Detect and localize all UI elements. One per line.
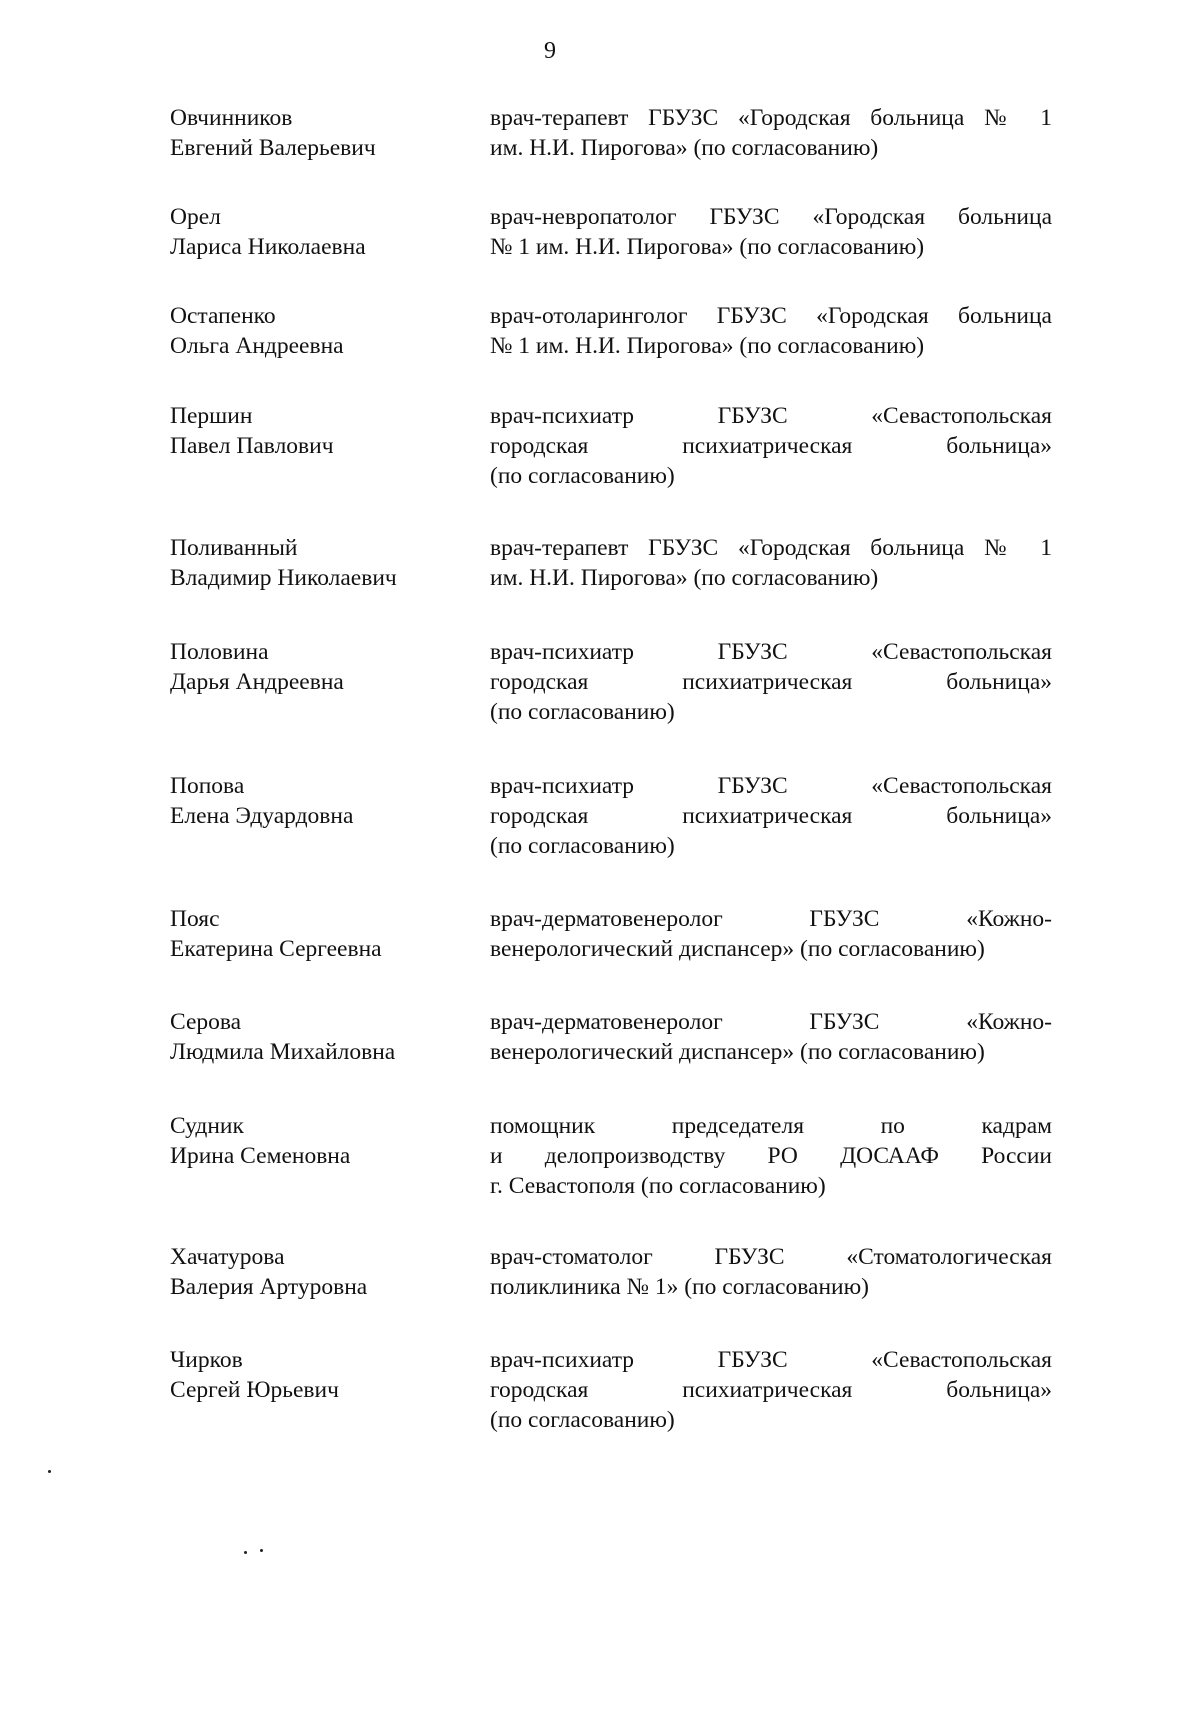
scan-speck [260,1549,263,1552]
position-line: венерологический диспансер» (по согласованию) [490,936,985,962]
member-position [490,202,1052,262]
member-name [170,1111,470,1171]
position-line: врач-дерматовенеролог ГБУЗС «Кожно- [490,906,1052,932]
member-position [490,637,1052,727]
position-line: поликлиника № 1» (по согласованию) [490,1274,869,1300]
member-given-names: Валерия Артуровна [170,1274,368,1300]
member-given-names: Павел Павлович [170,433,334,459]
position-line: врач-отоларинголог ГБУЗС «Городская больница [490,303,1052,329]
position-line: городская психиатрическая больница» [490,803,1052,829]
member-name [170,771,470,831]
member-given-names: Ирина Семеновна [170,1143,351,1169]
position-line: им. Н.И. Пирогова» (по согласованию) [490,135,879,161]
position-line: городская психиатрическая больница» [490,433,1052,459]
position-line: врач-психиатр ГБУЗС «Севастопольская [490,639,1052,665]
member-name [170,301,470,361]
member-position [490,1007,1052,1067]
member-surname: Половина [170,639,269,665]
member-surname: Хачатурова [170,1244,285,1270]
member-name [170,202,470,262]
member-name [170,103,470,163]
member-name [170,533,470,593]
position-line: врач-невропатолог ГБУЗС «Городская больница [490,204,1052,230]
position-line: городская психиатрическая больница» [490,1377,1052,1403]
position-line: врач-психиатр ГБУЗС «Севастопольская [490,773,1052,799]
member-name [170,637,470,697]
member-name [170,1345,470,1405]
member-surname: Овчинников [170,105,293,131]
scan-speck [244,1551,247,1554]
position-line: городская психиатрическая больница» [490,669,1052,695]
position-line: врач-терапевт ГБУЗС «Городская больница № 1 [490,535,1052,561]
position-line: (по согласованию) [490,833,675,859]
member-given-names: Людмила Михайловна [170,1039,396,1065]
member-position [490,401,1052,491]
member-position [490,1345,1052,1435]
member-given-names: Владимир Николаевич [170,565,397,591]
member-surname: Поливанный [170,535,298,561]
position-line: № 1 им. Н.И. Пирогова» (по согласованию) [490,333,925,359]
position-line: и делопроизводству РО ДОСААФ России [490,1143,1052,1169]
member-given-names: Екатерина Сергеевна [170,936,382,962]
member-position [490,904,1052,964]
scan-speck [48,1470,51,1473]
member-given-names: Елена Эдуардовна [170,803,354,829]
member-position [490,771,1052,861]
member-surname: Пояс [170,906,220,932]
member-name [170,401,470,461]
member-given-names: Дарья Андреевна [170,669,344,695]
member-surname: Попова [170,773,245,799]
member-position [490,301,1052,361]
position-line: им. Н.И. Пирогова» (по согласованию) [490,565,879,591]
member-position [490,1242,1052,1302]
member-position [490,533,1052,593]
position-line: венерологический диспансер» (по согласованию) [490,1039,985,1065]
member-surname: Остапенко [170,303,276,329]
member-name [170,1007,470,1067]
member-surname: Серова [170,1009,242,1035]
position-line: (по согласованию) [490,463,675,489]
member-surname: Першин [170,403,253,429]
member-given-names: Лариса Николаевна [170,234,366,260]
member-name [170,1242,470,1302]
page-number: 9 [544,38,556,64]
member-surname: Орел [170,204,221,230]
position-line: врач-дерматовенеролог ГБУЗС «Кожно- [490,1009,1052,1035]
position-line: врач-терапевт ГБУЗС «Городская больница № 1 [490,105,1052,131]
member-given-names: Ольга Андреевна [170,333,344,359]
member-given-names: Сергей Юрьевич [170,1377,339,1403]
position-line: врач-психиатр ГБУЗС «Севастопольская [490,1347,1052,1373]
position-line: врач-стоматолог ГБУЗС «Стоматологическая [490,1244,1052,1270]
member-given-names: Евгений Валерьевич [170,135,376,161]
member-name [170,904,470,964]
position-line: г. Севастополя (по согласованию) [490,1173,826,1199]
member-position [490,1111,1052,1201]
member-surname: Чирков [170,1347,243,1373]
member-position [490,103,1052,163]
member-surname: Судник [170,1113,244,1139]
position-line: врач-психиатр ГБУЗС «Севастопольская [490,403,1052,429]
position-line: (по согласованию) [490,699,675,725]
position-line: (по согласованию) [490,1407,675,1433]
position-line: № 1 им. Н.И. Пирогова» (по согласованию) [490,234,925,260]
position-line: помощник председателя по кадрам [490,1113,1052,1139]
